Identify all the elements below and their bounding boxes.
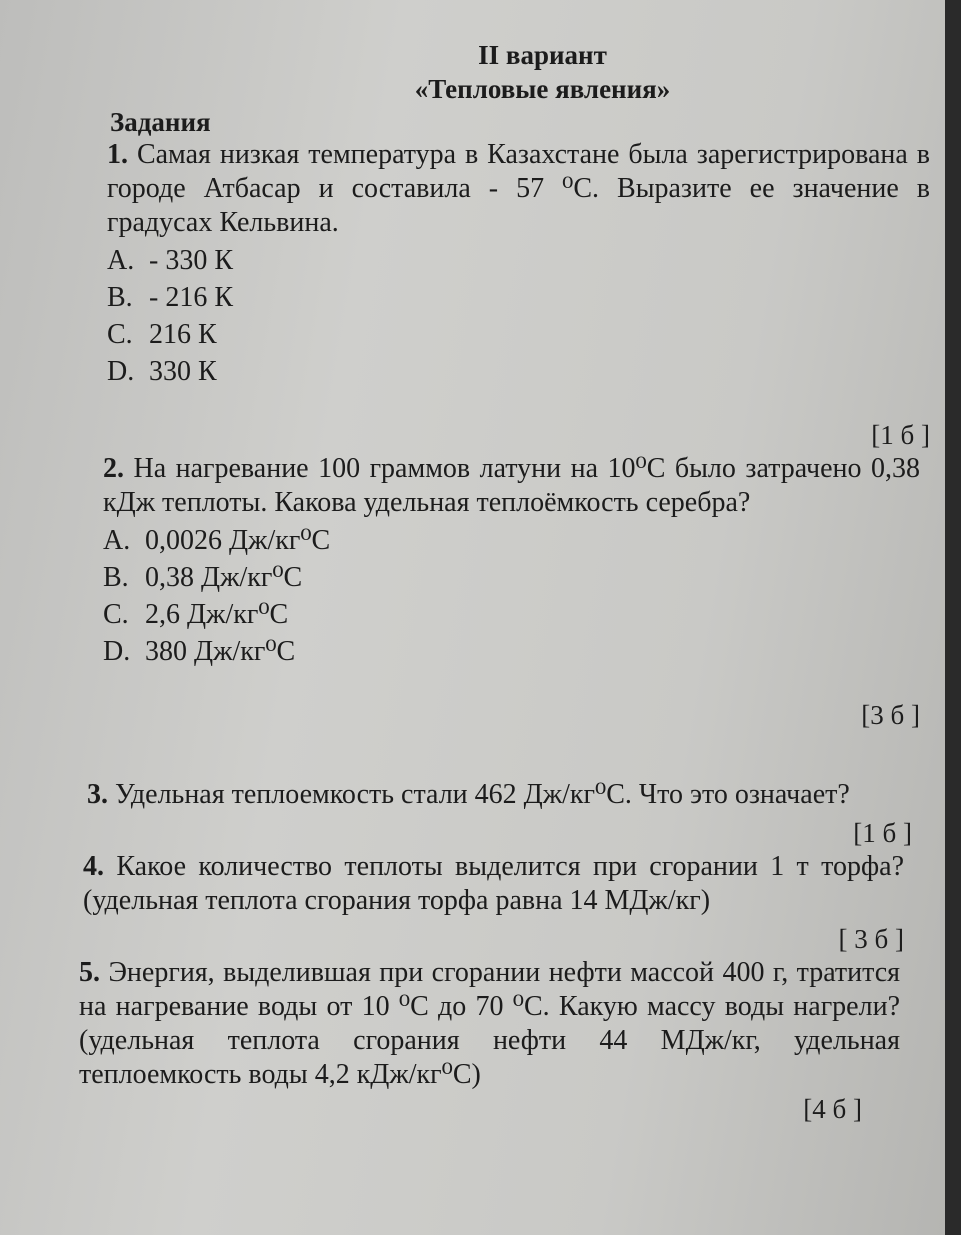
task-1-option-d <box>107 353 930 390</box>
task-1-number: 1. <box>107 139 128 170</box>
task-4 <box>83 850 904 956</box>
task-1-question <box>107 138 930 240</box>
task-2-points: [3 б ] <box>861 700 920 730</box>
task-4-text: Какое количество теплоты выделится при сгорании 1 т торфа? (удельная теплота сгорания торфа равна 14 МДж/кг) <box>83 851 905 916</box>
option-letter: D. <box>107 356 135 387</box>
option-text: 330 К <box>149 356 217 387</box>
option-text: - 216 К <box>149 282 233 313</box>
task-1 <box>107 138 930 452</box>
task-2-question <box>103 452 920 520</box>
option-letter: B. <box>103 562 129 593</box>
task-2-number: 2. <box>103 453 124 484</box>
option-text: 380 Дж/кг⁰С <box>145 636 296 667</box>
task-5-points: [4 б ] <box>803 1094 862 1124</box>
task-5-question <box>79 956 900 1092</box>
option-letter: C. <box>107 319 133 350</box>
task-4-question <box>83 850 904 918</box>
option-letter: A. <box>107 245 135 276</box>
task-3-text: Удельная теплоемкость стали 462 Дж/кг⁰С. Что это означает? <box>115 779 850 810</box>
task-1-option-b <box>107 279 930 316</box>
task-1-points: [1 б ] <box>871 420 930 450</box>
option-text: 0,0026 Дж/кг⁰С <box>145 525 331 556</box>
option-text: 0,38 Дж/кг⁰С <box>145 562 303 593</box>
option-letter: A. <box>103 525 131 556</box>
option-text: 2,6 Дж/кг⁰С <box>145 599 289 630</box>
worksheet-content <box>79 38 931 1126</box>
task-5-text: Энергия, выделившая при сгорании нефти массой 400 г, тратится на нагревание воды от 10 ⁰С до 70 ⁰С. Какую массу воды нагрели? (удельная теплота сгорания нефти 44 МДж/кг, удельная теплоемкость воды 4,2 кДж/кг⁰С) <box>79 957 901 1090</box>
option-letter: C. <box>103 599 129 630</box>
tasks-heading: Задания <box>110 107 211 137</box>
task-3-points: [1 б ] <box>853 818 912 848</box>
task-1-option-a <box>107 242 930 279</box>
task-1-option-c <box>107 316 930 353</box>
option-letter: B. <box>107 282 133 313</box>
task-3 <box>87 778 912 850</box>
worksheet-header <box>155 38 930 106</box>
task-1-options <box>107 242 930 390</box>
option-letter: D. <box>103 636 131 667</box>
task-2-option-d <box>103 633 920 670</box>
option-text: 216 К <box>149 319 217 350</box>
task-3-question <box>87 778 912 812</box>
task-3-number: 3. <box>87 779 108 810</box>
variant-title: II вариант <box>478 40 607 70</box>
task-2 <box>103 452 920 732</box>
task-2-option-c <box>103 596 920 633</box>
task-4-number: 4. <box>83 851 104 882</box>
task-5 <box>79 956 900 1126</box>
task-2-options <box>103 522 920 670</box>
option-text: - 330 К <box>149 245 233 276</box>
task-2-text: На нагревание 100 граммов латуни на 10⁰С было затрачено 0,38 кДж теплоты. Какова удельная теплоёмкость серебра? <box>103 453 921 518</box>
task-4-points: [ 3 б ] <box>838 924 904 954</box>
task-1-text: Самая низкая температура в Казахстане была зарегистрирована в городе Атбасар и составила - 57 ⁰С. Выразите ее значение в градусах Кельвина. <box>107 139 931 238</box>
topic-title: «Тепловые явления» <box>414 74 671 104</box>
task-2-option-a <box>103 522 920 559</box>
task-5-number: 5. <box>79 957 100 988</box>
task-2-option-b <box>103 559 920 596</box>
